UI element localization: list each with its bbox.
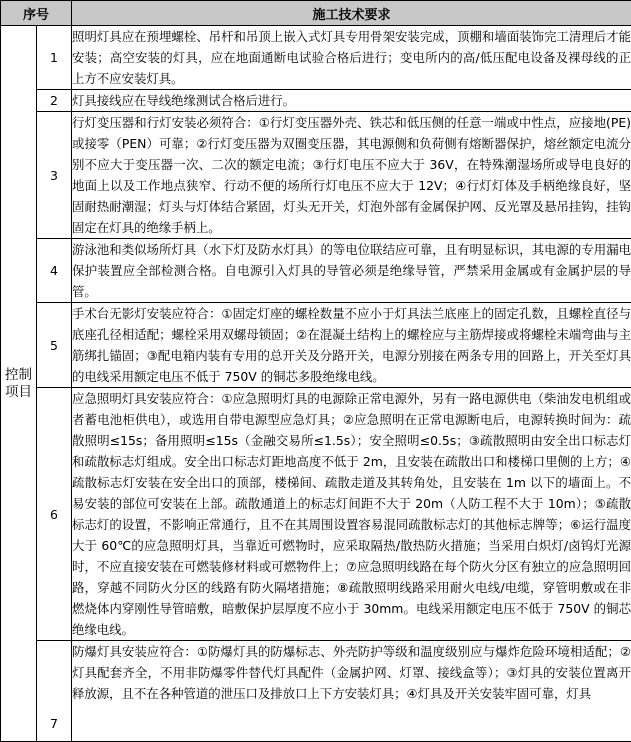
row-number: 1 <box>37 26 72 90</box>
row-number: 2 <box>37 90 72 112</box>
row-number: 4 <box>37 239 72 303</box>
category-label: 控制项目 <box>5 367 32 400</box>
row-requirement-text: 照明灯具应在预埋螺栓、吊杆和吊顶上嵌入式灯具专用骨架安装完成，顶棚和墙面装饰完工清理后才能安装；高空安装的灯具，应在地面通断电试验合格后进行；变电所内的高/低压配电设备及裸母线的正上方不应安装灯具。 <box>72 26 631 90</box>
table-row <box>1 26 631 90</box>
row-number: 5 <box>37 303 72 388</box>
table-row <box>1 239 631 303</box>
row-requirement-text: 防爆灯具安装应符合：①防爆灯具的防爆标志、外壳防护等级和温度级别应与爆炸危险环境相适配；②灯具配套齐全，不用非防爆零件替代灯具配件（金属护网、灯罩、接线盒等）；③灯具的安装位置离开释放源，且不在各种管道的泄压口及排放口上下方安装灯具；④灯具及开关安装牢固可靠，灯具 <box>72 641 631 742</box>
row-requirement-text: 游泳池和类似场所灯具（水下灯及防水灯具）的等电位联结应可靠，且有明显标识，其电源的专用漏电保护装置应全部检测合格。自电源引入灯具的导管必须是绝缘导管，严禁采用金属或有金属护层的导管。 <box>72 239 631 303</box>
table-row <box>1 641 631 742</box>
table-row <box>1 90 631 112</box>
header-serial-number: 序号 <box>1 1 72 26</box>
row-number: 7 <box>37 641 72 742</box>
table-row <box>1 303 631 388</box>
table-row <box>1 112 631 239</box>
header-technical-requirements: 施工技术要求 <box>72 1 631 26</box>
category-cell <box>1 26 37 742</box>
table-header-row <box>1 1 631 26</box>
row-requirement-text: 应急照明灯具安装应符合：①应急照明灯具的电源除正常电源外，另有一路电源供电（柴油发电机组或者蓄电池柜供电），或选用自带电源型应急灯具；②应急照明在正常电源断电后，电源转换时间为：疏散照明≤15s；备用照明≤15s（金融交易所≤1.5s）；安全照明≤0.5s；③疏散照明由安全出口标志灯和疏散标志灯组成。安全出口标志灯距地高度不低于 2m，且安装在疏散出口和楼梯口里侧的上方；④疏散标志灯安装在安全出口的顶部，楼梯间、疏散走道及其转角处，且安装在 1m 以下的墙面上。不易安装的部位可安装在上部。疏散通道上的标志灯间距不大于 20m（人防工程不大于 10m）；⑤疏散标志灯的设置，不影响正常通行，且不在其周围设置容易混同疏散标志灯的其他标志牌等；⑥运行温度大于 60℃的应急照明灯具，当靠近可燃物时，应采取隔热/散热防火措施；当采用白炽灯/卤钨灯光源时，不应直接安装在可燃装修材料或可燃物件上；⑦应急照明线路在每个防火分区有独立的应急照明回路，穿越不同防火分区的线路有防火隔堵措施；⑧疏散照明线路采用耐火电线/电缆，穿管明敷或在非燃烧体内穿刚性导管暗敷，暗敷保护层厚度不应小于 30mm。电线采用额定电压不低于 750V 的铜芯绝缘电线。 <box>72 388 631 641</box>
row-requirement-text: 灯具接线应在导线绝缘测试合格后进行。 <box>72 90 631 112</box>
table-row <box>1 388 631 641</box>
row-requirement-text: 手术台无影灯安装应符合：①固定灯座的螺栓数量不应小于灯具法兰底座上的固定孔数，且螺栓直径与底座孔径相适配；螺栓采用双螺母锁固；②在混凝土结构上的螺栓应与主筋焊接或将螺栓末端弯曲与主筋绑扎锚固；③配电箱内装有专用的总开关及分路开关，电源分别接在两条专用的回路上，开关至灯具的电线采用额定电压不低于 750V 的铜芯多股绝缘电线。 <box>72 303 631 388</box>
row-number: 6 <box>37 388 72 641</box>
row-number: 3 <box>37 112 72 239</box>
row-requirement-text: 行灯变压器和行灯安装必须符合：①行灯变压器外壳、铁芯和低压侧的任意一端或中性点，应接地(PE)或接零（PEN）可靠；②行灯变压器为双圈变压器，其电源侧和负荷侧有熔断器保护，熔丝额定电流分别不应大于变压器一次、二次的额定电流；③行灯电压不应大于 36V，在特殊潮湿场所或导电良好的地面上以及工作地点狭窄、行动不便的场所行灯电压不应大于 12V；④行灯灯体及手柄绝缘良好，坚固耐热耐潮湿；灯头与灯体结合紧固，灯头无开关，灯泡外部有金属保护网、反光罩及悬吊挂钩，挂钩固定在灯具的绝缘手柄上。 <box>72 112 631 239</box>
